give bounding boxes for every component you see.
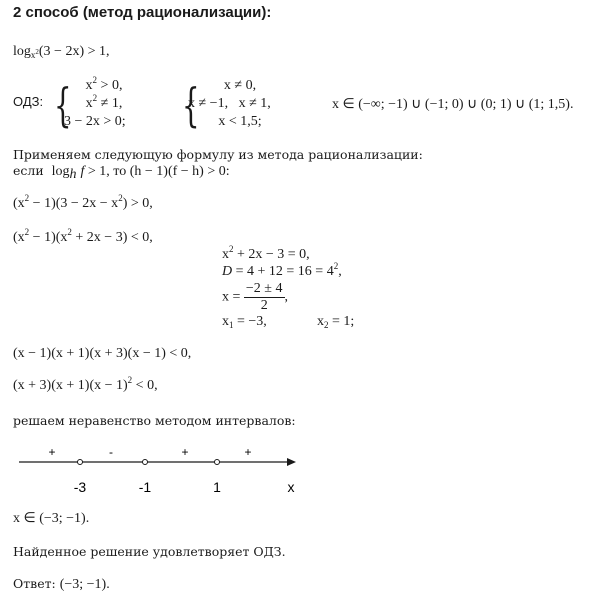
odz-system2-line2: x ≠ −1, x ≠ 1, xyxy=(188,96,271,111)
quadratic-equation: $x^2 + 2x - 3 = 0$, xyxy=(222,244,310,262)
odz-domain: x ∈ (−∞; −1) ∪ (−1; 0) ∪ (0; 1) ∪ (1; 1,5). xyxy=(332,97,574,112)
brace-icon: { xyxy=(182,78,200,132)
odz-system1-line3: 3 − 2x > 0; xyxy=(64,114,126,129)
point-marker xyxy=(215,460,220,465)
point-label: 1 xyxy=(213,479,221,495)
root-x2: $x_2 = 1$; xyxy=(317,314,355,330)
odz-system2-line3: x < 1,5; xyxy=(218,114,262,129)
odz-check: Найденное решение удовлетворяет ОДЗ. xyxy=(13,544,286,559)
rule-intro: Применяем следующую формулу из метода рационализации: xyxy=(13,147,423,162)
log-base: x xyxy=(30,50,36,60)
odz-system2-line1: x ≠ 0, xyxy=(223,78,257,93)
step4: $(x + 3)(x + 1)(x - 1)^2 < 0$, xyxy=(13,375,158,393)
point-label: -1 xyxy=(138,479,152,495)
step2: $(x^2 - 1)(x^2 + 2x - 3) < 0$, xyxy=(13,227,153,245)
original-inequality xyxy=(13,44,110,60)
odz-label: ОДЗ: xyxy=(13,94,44,109)
step3: (x − 1)(x + 1)(x + 3)(x − 1) < 0, xyxy=(13,346,192,361)
inequality-rest: (3 − 2x) > 1, xyxy=(38,44,110,59)
odz-system1-line2: $x^2 \ne 1$, xyxy=(85,93,123,111)
answer: Ответ: (−3; −1). xyxy=(13,576,110,592)
arrow-icon xyxy=(287,458,296,466)
root-x1: $x_1 = -3$, xyxy=(222,314,267,330)
point-marker xyxy=(143,460,148,465)
step1: $(x^2 - 1)(3 - 2x - x^2) > 0$, xyxy=(13,193,153,211)
log-text: log xyxy=(13,44,31,59)
point-marker xyxy=(78,460,83,465)
fraction: $\frac{-2 \pm 4}{2}$ xyxy=(245,281,283,313)
rule-formula: если $\log_h f > 1$, то (h − 1)(f − h) > 0: xyxy=(13,163,230,182)
log-base-exponent: 2 xyxy=(35,48,39,56)
discriminant: $D = 4 + 12 = 16 = 4^2$, xyxy=(222,261,342,279)
interval-sign: + xyxy=(181,445,189,459)
odz-system1-line1: $x^2 > 0$, xyxy=(85,75,123,93)
solution: x ∈ (−3; −1). xyxy=(13,511,90,526)
number-line xyxy=(0,435,320,500)
interval-sign: + xyxy=(244,445,252,459)
point-label: -3 xyxy=(73,479,87,495)
brace-icon: { xyxy=(54,78,72,132)
axis-label: x xyxy=(287,479,295,495)
interval-sign: - xyxy=(109,445,113,459)
interval-sign: + xyxy=(48,445,56,459)
page-title: 2 способ (метод рационализации): xyxy=(13,4,272,21)
roots-formula: x = $\frac{-2 \pm 4}{2}$ , xyxy=(222,281,288,313)
interval-method-text: решаем неравенство методом интервалов: xyxy=(13,413,296,428)
